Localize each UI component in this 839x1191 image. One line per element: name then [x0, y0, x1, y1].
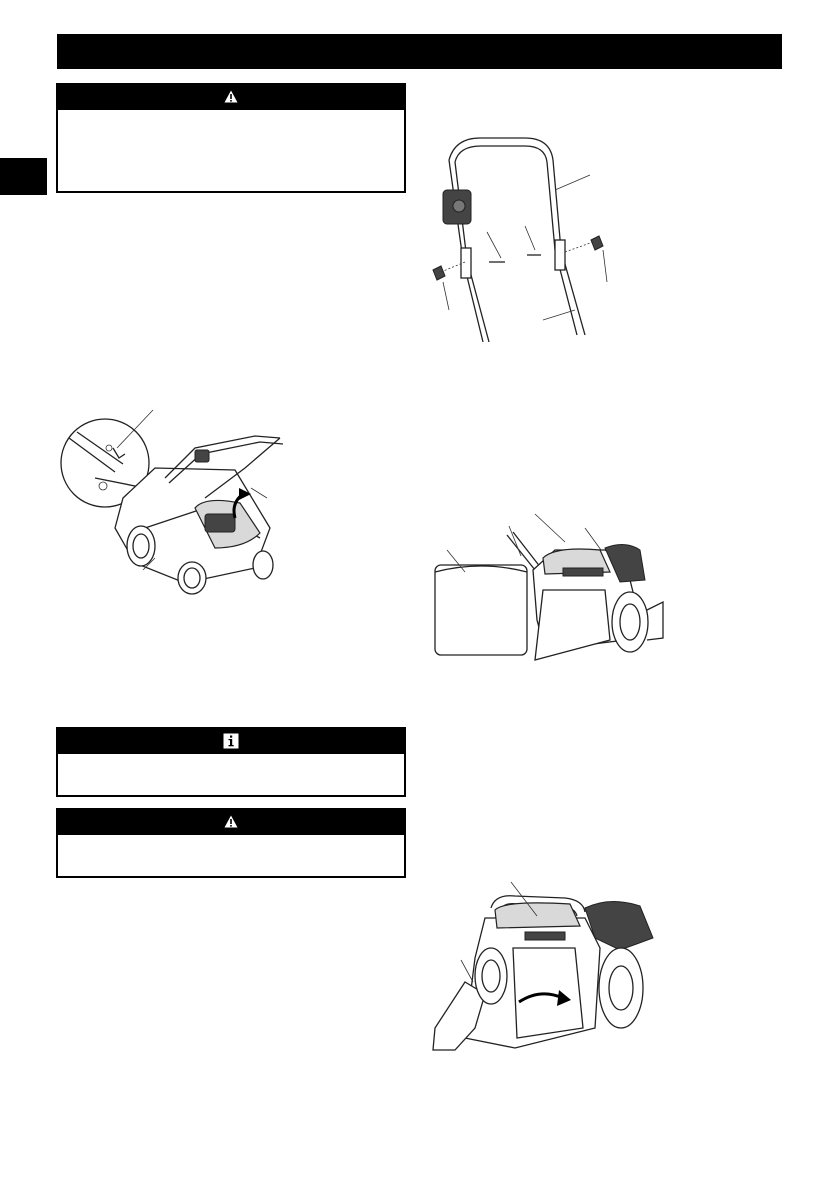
info-box [56, 727, 406, 797]
info-icon [223, 733, 239, 749]
info-band [58, 729, 404, 754]
warning-box-top [56, 83, 406, 193]
warning-band [58, 85, 404, 110]
warning-triangle-icon [224, 90, 238, 103]
page-header-bar [57, 34, 782, 69]
mower-unfold-handle-figure [55, 408, 300, 598]
grass-bag-install-figure [425, 510, 670, 665]
handle-assembly-figure [425, 130, 615, 345]
warning-band [58, 810, 404, 835]
language-tab [0, 158, 47, 195]
warning-box-bottom [56, 808, 406, 878]
warning-triangle-icon [224, 815, 238, 828]
rear-door-figure [425, 878, 665, 1058]
